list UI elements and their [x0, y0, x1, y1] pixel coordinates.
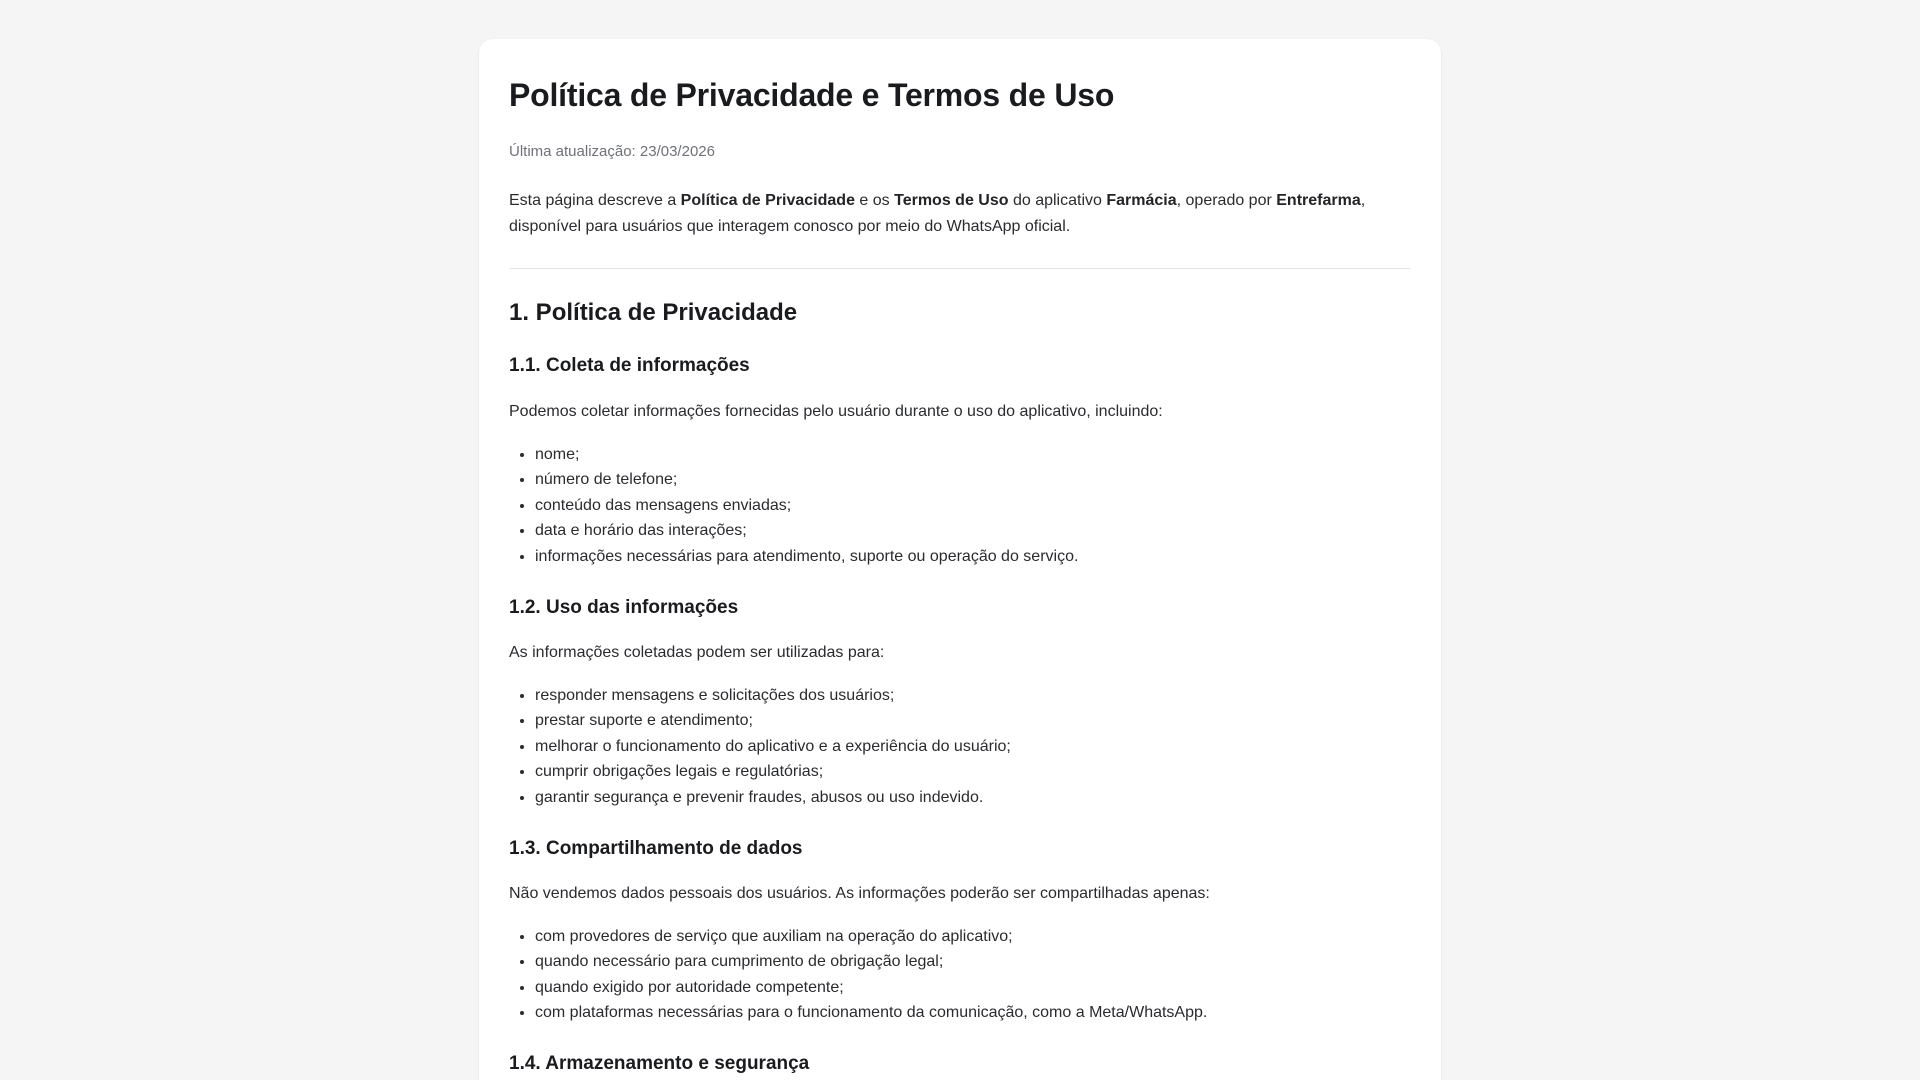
- intro-segment: , disponível para usuários que interagem conosco por meio do WhatsApp oficial.: [509, 191, 1366, 235]
- subsection-1-3-list: [509, 924, 1411, 1026]
- intro-segment: e os: [854, 191, 895, 209]
- subsection-1-3-lead: Não vendemos dados pessoais dos usuários. As informações poderão ser compartilhadas apenas:: [509, 885, 1210, 903]
- subsection-1-2-heading: 1.2. Uso das informações: [509, 596, 739, 618]
- list-item: • garantir segurança e prevenir fraudes, abusos ou uso indevido.: [535, 785, 1411, 811]
- last-updated-text: Última atualização: 23/03/2026: [509, 143, 715, 160]
- subsection-1-3-compartilhamento: [509, 837, 1411, 1026]
- intro-segment: Esta página descreve a: [509, 191, 681, 209]
- intro-segment-bold: Política de Privacidade: [680, 191, 855, 209]
- list-item: • cumprir obrigações legais e regulatórias;: [535, 759, 1411, 785]
- subsection-1-2-uso: [509, 596, 1411, 811]
- list-item: • número de telefone;: [535, 467, 1411, 493]
- subsection-1-4-armazenamento: [509, 1052, 1411, 1077]
- section-divider: [509, 268, 1411, 269]
- list-item: • informações necessárias para atendimento, suporte ou operação do serviço.: [535, 544, 1411, 570]
- section-1-heading: 1. Política de Privacidade: [509, 299, 798, 327]
- subsection-1-1-coleta: [509, 354, 1411, 569]
- list-item: • com plataformas necessárias para o funcionamento da comunicação, como a Meta/WhatsApp.: [535, 1000, 1411, 1026]
- list-item: • nome;: [535, 442, 1411, 468]
- subsection-1-1-lead: Podemos coletar informações fornecidas pelo usuário durante o uso do aplicativo, incluindo:: [509, 403, 1163, 421]
- subsection-1-1-list: [509, 442, 1411, 570]
- section-privacy-policy: [509, 297, 1411, 1076]
- subsection-1-2-lead: As informações coletadas podem ser utilizadas para:: [509, 644, 885, 662]
- list-item: • prestar suporte e atendimento;: [535, 708, 1411, 734]
- list-item: • quando exigido por autoridade competente;: [535, 975, 1411, 1001]
- list-item: • data e horário das interações;: [535, 518, 1411, 544]
- page-title: Política de Privacidade e Termos de Uso: [509, 77, 1115, 113]
- list-item: • conteúdo das mensagens enviadas;: [535, 493, 1411, 519]
- list-item: • com provedores de serviço que auxiliam na operação do aplicativo;: [535, 924, 1411, 950]
- intro-segment-bold: Farmácia: [1106, 191, 1177, 209]
- list-item: • quando necessário para cumprimento de obrigação legal;: [535, 949, 1411, 975]
- subsection-1-2-list: [509, 683, 1411, 811]
- policy-card: [479, 39, 1441, 1080]
- subsection-1-3-heading: 1.3. Compartilhamento de dados: [509, 837, 803, 859]
- subsection-1-4-heading: 1.4. Armazenamento e segurança: [509, 1053, 810, 1075]
- list-item: • responder mensagens e solicitações dos usuários;: [535, 683, 1411, 709]
- intro-segment-bold: Termos de Uso: [894, 191, 1009, 209]
- subsection-1-1-heading: 1.1. Coleta de informações: [509, 355, 750, 377]
- intro-paragraph: [509, 188, 1411, 241]
- list-item: • melhorar o funcionamento do aplicativo e a experiência do usuário;: [535, 734, 1411, 760]
- intro-segment: , operado por: [1176, 191, 1277, 209]
- intro-segment: do aplicativo: [1008, 191, 1107, 209]
- intro-segment-bold: Entrefarma: [1276, 191, 1361, 209]
